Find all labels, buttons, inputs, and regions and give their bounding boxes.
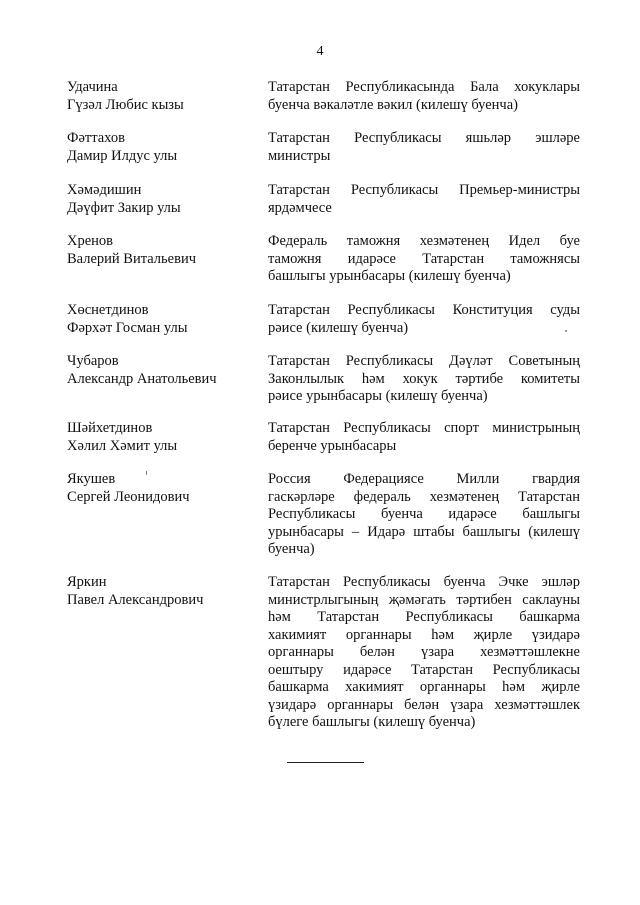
member-name <box>67 302 257 337</box>
member-given-name: Дәүфит Закир улы <box>67 199 181 216</box>
position-line: ярдәмчесе <box>268 199 332 216</box>
member-name <box>67 471 257 506</box>
position-line: Федераль таможня хезмәтенең Идел буе <box>268 233 580 249</box>
member-name <box>67 353 257 388</box>
member-name <box>67 574 257 609</box>
member-given-name: Гүзәл Любис кызы <box>67 96 184 113</box>
position-line: буенча) <box>268 541 315 557</box>
position-line: үзидарә органнары белән үзара хезмәттәшлек <box>268 696 580 713</box>
member-name <box>67 182 257 217</box>
member-surname: Удачина <box>67 79 118 95</box>
member-name <box>67 79 257 114</box>
position-line: Татарстан Республикасы яшьләр эшләре <box>268 130 580 146</box>
position-line: Республикасы буенча идарәсе башлыгы <box>268 506 580 522</box>
scan-speck <box>565 330 567 332</box>
member-name <box>67 420 257 455</box>
member-given-name: Сергей Леонидович <box>67 488 190 505</box>
position-line: рәисе урынбасары (килешү буенча) <box>268 388 488 404</box>
member-name <box>67 130 257 165</box>
position-line: рәисе (килешү буенча) <box>268 319 409 336</box>
member-given-name: Павел Александрович <box>67 591 204 608</box>
member-position <box>268 130 580 165</box>
position-line: башлыгы урынбасары (килешү буенча) <box>268 268 511 284</box>
position-line: һәм Татарстан Республикасы башкарма <box>268 609 580 625</box>
position-line: Татарстан Республикасы Дәүләт Советының <box>268 353 580 369</box>
member-surname: Фәттахов <box>67 130 125 146</box>
position-line: Россия Федерациясе Милли гвардия <box>268 471 580 487</box>
member-surname: Хәмәдишин <box>67 182 142 198</box>
position-line: бүлеге башлыгы (килешү буенча) <box>268 714 476 730</box>
closing-divider <box>287 762 364 763</box>
member-position <box>268 79 580 114</box>
position-line: башкарма хакимият органнары һәм җирле <box>268 679 580 695</box>
page-number: 4 <box>316 44 324 59</box>
member-position <box>268 182 580 217</box>
member-given-name: Валерий Витальевич <box>67 250 196 267</box>
member-surname: Чубаров <box>67 353 119 369</box>
position-line: министры <box>268 147 331 164</box>
position-line: Татарстан Республикасында Бала хокуклары <box>268 79 580 95</box>
member-given-name: Хәлил Хәмит улы <box>67 437 178 454</box>
member-name <box>67 233 257 268</box>
scan-speck <box>146 471 147 475</box>
position-line: таможня идарәсе Татарстан таможнясы <box>268 250 580 267</box>
position-line: Законлылык һәм хокук тәртибе комитеты <box>268 370 580 387</box>
position-line: Татарстан Республикасы Премьер-министры <box>268 182 580 198</box>
member-position <box>268 471 580 559</box>
member-position <box>268 353 580 406</box>
member-surname: Якушев <box>67 471 116 487</box>
member-surname: Шәйхетдинов <box>67 420 153 436</box>
member-position <box>268 420 580 455</box>
position-line: хакимият органнары һәм җирле үзидарә <box>268 626 580 643</box>
member-surname: Хренов <box>67 233 114 249</box>
member-given-name: Фәрхәт Госман улы <box>67 319 188 336</box>
position-line: Татарстан Республикасы спорт министрының <box>268 420 580 436</box>
member-position <box>268 233 580 286</box>
member-position <box>268 574 580 732</box>
position-line: министрлыгының җәмәгать тәртибен саклауны <box>268 591 580 608</box>
member-given-name: Дамир Илдус улы <box>67 147 178 164</box>
position-line: беренче урынбасары <box>268 437 397 454</box>
position-line: Татарстан Республикасы Конституция суды <box>268 302 580 318</box>
position-line: буенча вәкаләтле вәкил (килешү буенча) <box>268 96 518 113</box>
member-given-name: Александр Анатольевич <box>67 370 217 387</box>
member-surname: Яркин <box>67 574 107 590</box>
member-surname: Хөснетдинов <box>67 302 149 318</box>
member-position <box>268 302 580 337</box>
position-line: Татарстан Республикасы буенча Эчке эшләр <box>268 574 580 590</box>
position-line: гаскәрләре федераль хезмәтенең Татарстан <box>268 488 580 505</box>
position-line: оештыру идарәсе Татарстан Республикасы <box>268 661 580 678</box>
position-line: урынбасары – Идарә штабы башлыгы (килешү <box>268 523 580 540</box>
position-line: органнары белән үзара хезмәттәшлекне <box>268 644 580 660</box>
